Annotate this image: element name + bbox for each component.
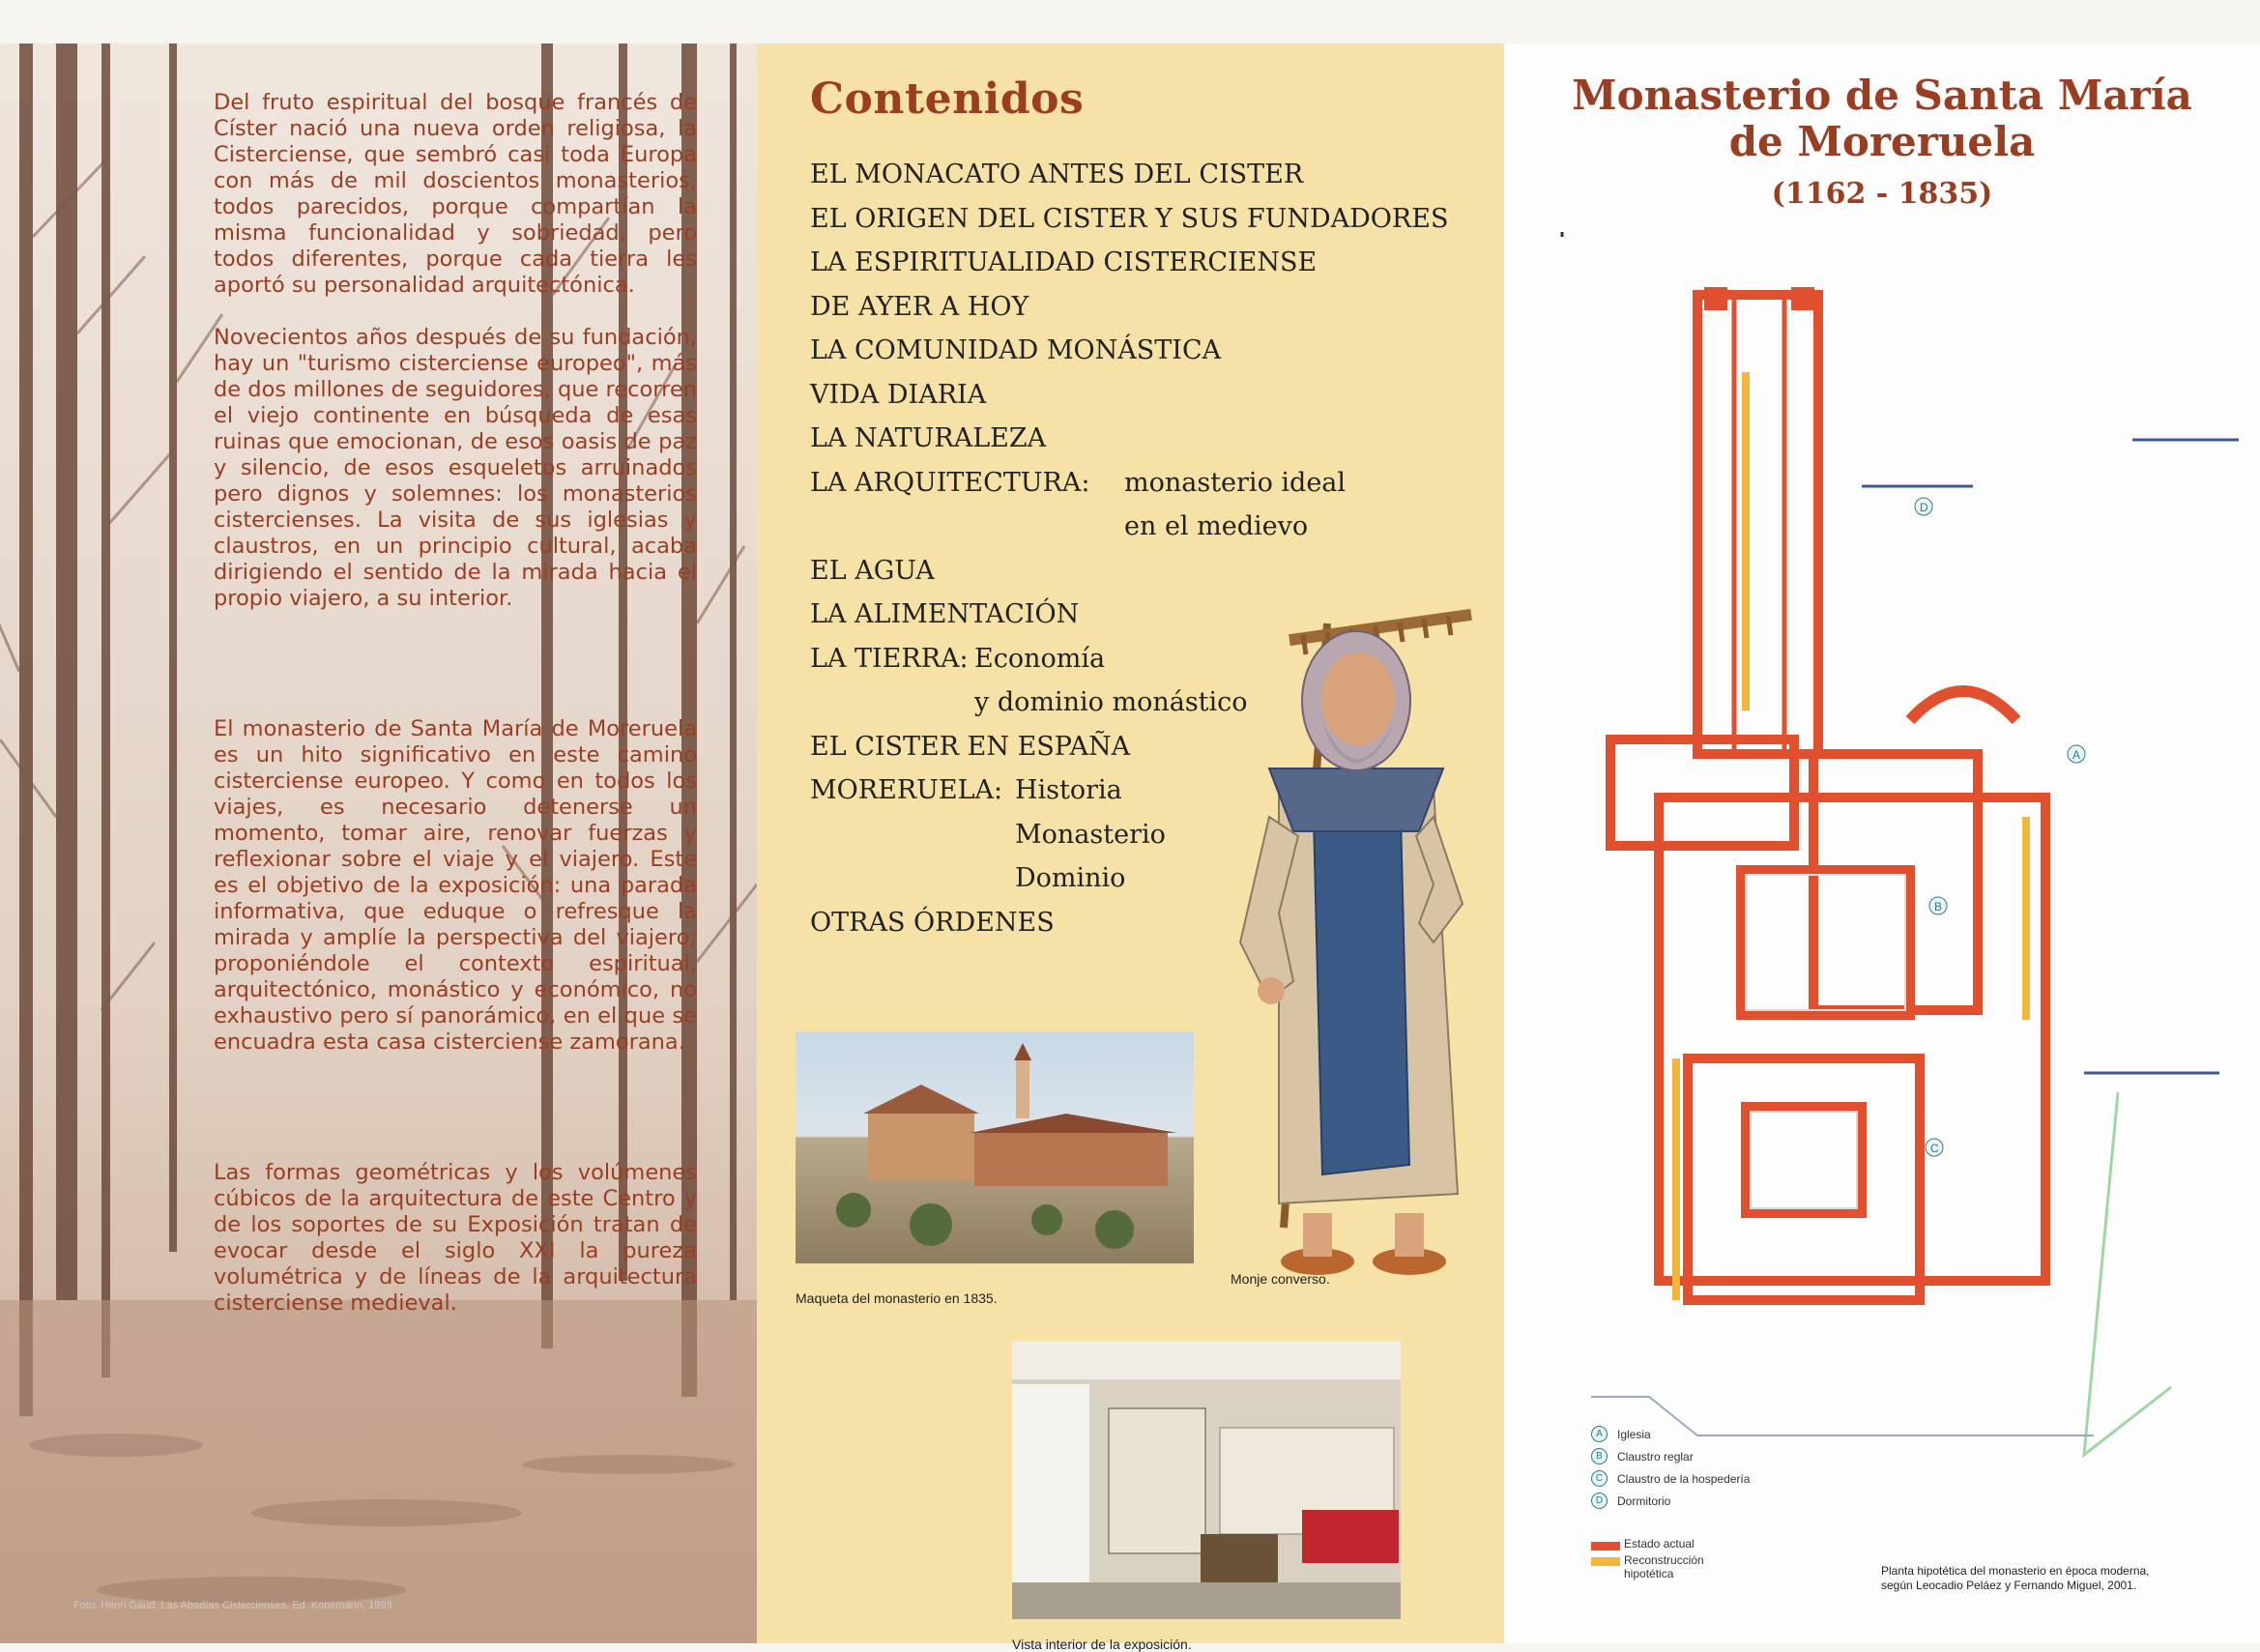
model-caption: Maqueta del monasterio en 1835. xyxy=(796,1290,998,1306)
photo-credit: Foto: Henri Gaud. Las Abadías Cistercienses. Ed. Konemann, 1999. xyxy=(73,1600,395,1611)
contents-title: Contenidos xyxy=(810,74,1085,124)
intro-text xyxy=(214,90,697,1317)
toc-item xyxy=(810,468,1448,512)
toc-item-sub: en el medievo xyxy=(1124,511,1309,541)
title-line-1: Monasterio de Santa María xyxy=(1572,72,2192,119)
interior-photo xyxy=(1012,1341,1401,1619)
title-line-2: de Moreruela xyxy=(1728,118,2036,165)
toc-item-main: LA COMUNIDAD MONÁSTICA xyxy=(810,335,1222,365)
toc-item-main: LA ESPIRITUALIDAD CISTERCIENSE xyxy=(810,247,1318,277)
toc-item xyxy=(810,247,1448,292)
toc-item-sub: Dominio xyxy=(1015,863,1126,893)
paragraph-3: El monasterio de Santa María de Moreruela es un hito significativo en este camino cisterciense europeo. Y como en todos los viajes, es necesario detenerse un momento, tomar aire, renovar fuerzas y reflexionar sobre el viaje y el viajero. Este es el objetivo de la exposición: una parada informativa, que eduque o refresque la mirada y amplíe la perspectiva del viajero; proponiéndole el contexto espiritual, arquitectónico, monástico y económico, no exhaustivo pero sí panorámico, en el que se encuadra esta casa cisterciense zamorana. xyxy=(214,716,697,1055)
toc-item-main: OTRAS ÓRDENES xyxy=(810,907,1055,938)
exhibition-interior-image xyxy=(1012,1341,1401,1619)
monastery-dates: (1162 - 1835) xyxy=(1771,177,1993,211)
plan-label-c: C xyxy=(1930,1142,1939,1155)
toc-item xyxy=(810,380,1448,424)
monastery-floor-plan xyxy=(1504,43,2260,1300)
model-photo xyxy=(796,1031,1194,1263)
toc-item-main: EL ORIGEN DEL CISTER Y SUS FUNDADORES xyxy=(810,203,1449,234)
monk-illustration xyxy=(1211,594,1521,1290)
swatch-estado-actual xyxy=(1591,1542,1620,1551)
toc-item-sub: monasterio ideal xyxy=(1124,467,1347,498)
toc-item-sub: Monasterio xyxy=(1015,819,1166,850)
plan-caption: Planta hipotética del monasterio en época moderna, según Leocadio Peláez y Fernando Miguel, 2001. xyxy=(1881,1564,2150,1592)
toc-item-main: LA ARQUITECTURA: xyxy=(810,467,1090,498)
monk-caption: Monje converso. xyxy=(1231,1271,1330,1287)
toc-item-main: EL MONACATO ANTES DEL CISTER xyxy=(810,159,1304,189)
toc-item xyxy=(810,335,1448,380)
label-estado-actual: Estado actual xyxy=(1624,1537,1695,1551)
paragraph-1: Del fruto espiritual del bosque francés de Císter nació una nueva orden religiosa, la Cisterciense, que sembró casi toda Europa con más de mil doscientos monasterios, todos parecidos, porque compartían la misma funcionalidad y sobriedad, pero todos diferentes, porque cada tierra les aportó su personalidad arquitectónica. xyxy=(214,90,697,298)
monastery-model-image xyxy=(796,1031,1194,1263)
toc-item-main: MORERUELA: xyxy=(810,775,1003,805)
toc-item xyxy=(810,292,1448,336)
toc-item-main: LA NATURALEZA xyxy=(810,423,1047,453)
interior-caption: Vista interior de la exposición. xyxy=(1012,1637,1192,1652)
toc-item-sub: y dominio monástico xyxy=(974,687,1248,717)
right-panel xyxy=(1504,43,2260,1643)
paragraph-4: Las formas geométricas y los volúmenes cúbicos de la arquitectura de este Centro y de los soportes de su Exposición tratan de evocar desde el siglo XXI la pureza volumétrica y de líneas de la arquitectura cisterciense medieval. xyxy=(214,1160,697,1316)
paragraph-2: Novecientos años después de su fundación, hay un "turismo cisterciense europeo", más de dos millones de seguidores, que recorren el viejo continente en búsqueda de esas ruinas que emocionan, de esos oasis de paz y silencio, de esos esqueletos arruinados pero dignos y solemnes: los monasterios cistercienses. La visita de sus iglesias y claustros, en un principio cultural, acaba dirigiendo el sentido de la mirada hacia el propio viajero, a su interior. xyxy=(214,325,697,611)
toc-item-main: EL CISTER EN ESPAÑA xyxy=(810,731,1131,762)
legend-claustro-reglar: B Claustro reglar xyxy=(1591,1448,1694,1464)
plan-label-d: D xyxy=(1920,501,1928,514)
toc-item-main: VIDA DIARIA xyxy=(810,379,987,410)
swatch-reconstruccion xyxy=(1591,1557,1620,1566)
plan-label-b: B xyxy=(1934,900,1943,913)
toc-item xyxy=(810,159,1448,204)
toc-item-main: EL AGUA xyxy=(810,555,935,586)
toc-item-sub: Historia xyxy=(1015,775,1122,805)
middle-panel xyxy=(757,43,1504,1652)
left-panel xyxy=(0,43,757,1643)
toc-item-main: DE AYER A HOY xyxy=(810,291,1029,322)
toc-item-main: LA ALIMENTACIÓN xyxy=(810,599,1080,629)
legend-dormitorio: D Dormitorio xyxy=(1591,1493,1670,1509)
toc-item xyxy=(810,204,1448,248)
label-reconstruccion: Reconstrucción hipotética xyxy=(1624,1553,1704,1580)
toc-item xyxy=(810,423,1448,468)
toc-item xyxy=(810,511,1448,556)
plan-label-a: A xyxy=(2072,748,2081,762)
toc-item-main: LA TIERRA: xyxy=(810,643,969,674)
toc-item xyxy=(810,556,1448,600)
legend-iglesia: A Iglesia xyxy=(1591,1426,1651,1442)
toc-item-sub: Economía xyxy=(974,643,1106,674)
legend-claustro-hospederia: C Claustro de la hospedería xyxy=(1591,1470,1750,1487)
